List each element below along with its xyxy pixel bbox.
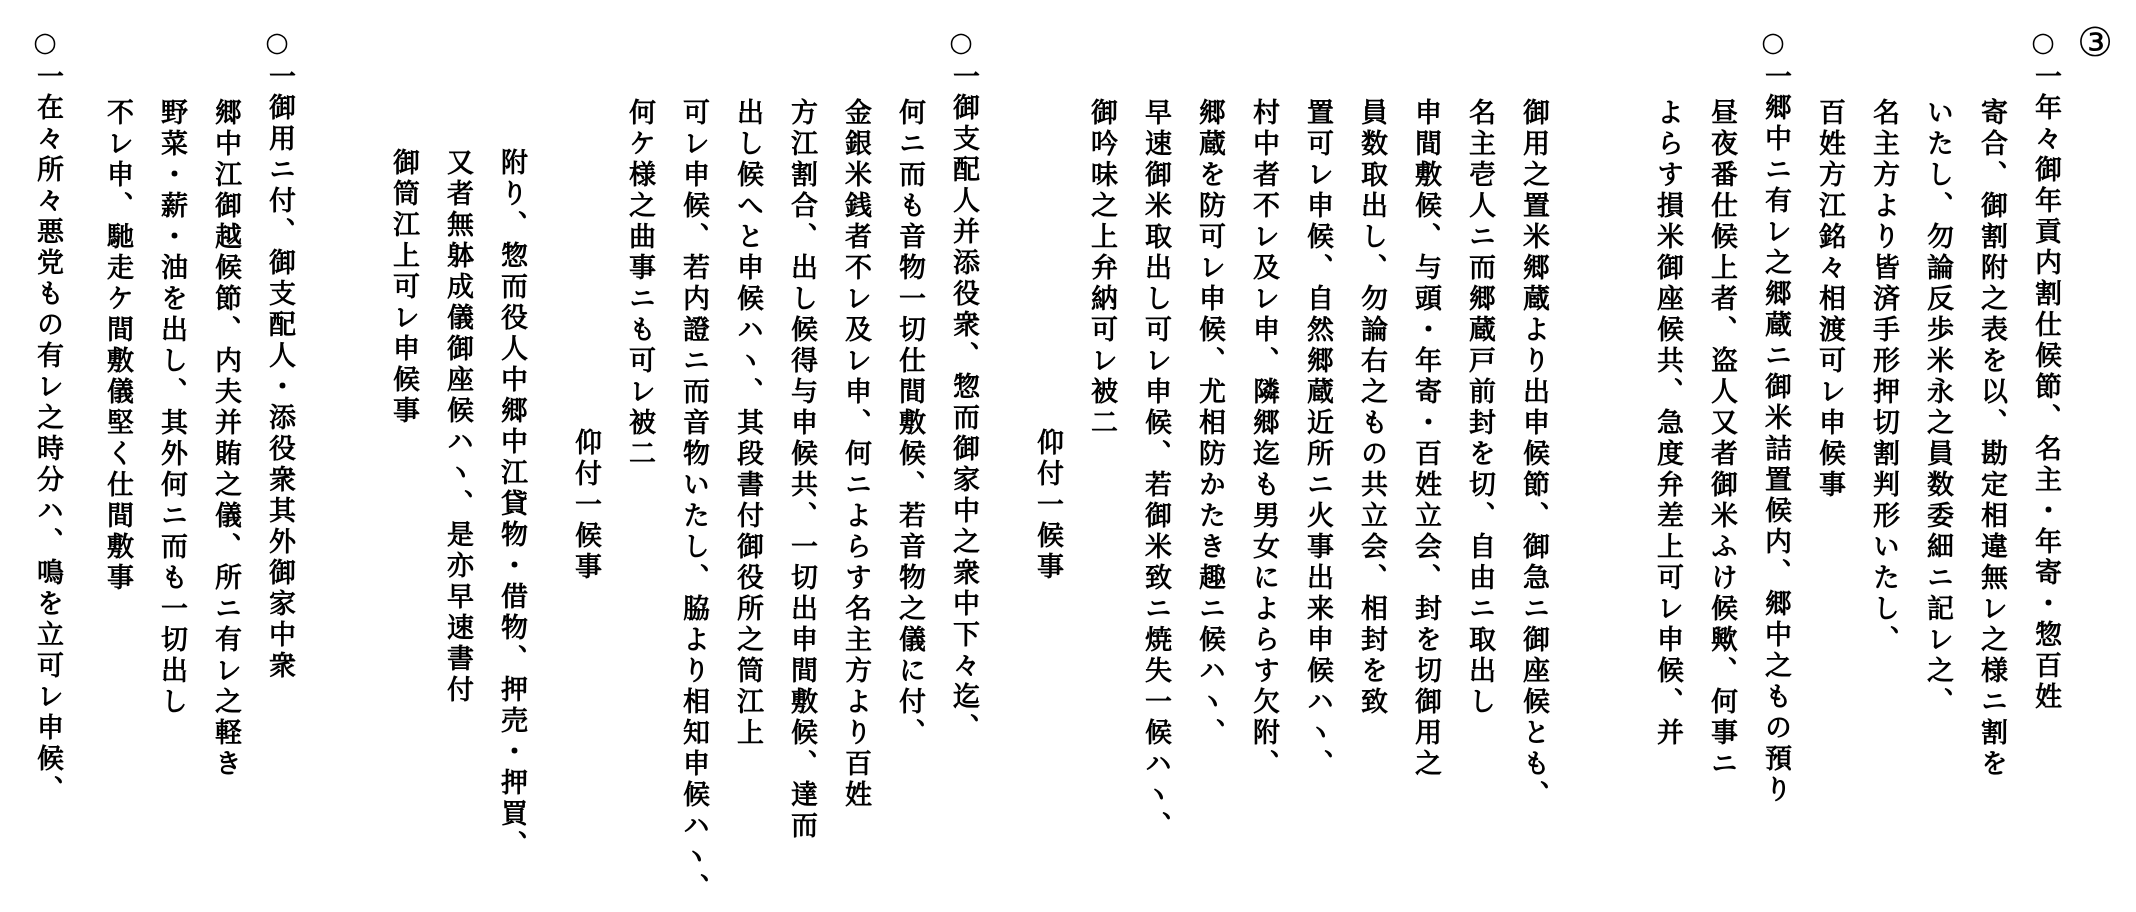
text-column: 昼夜番仕候上者、盗人又者御米ふけ候歟、何事ニ xyxy=(1706,98,1737,780)
text-column: 御用之置米郷蔵より出申候節、御急ニ御座候とも、 xyxy=(1518,98,1549,811)
text-column: 名主方より皆済手形押切割判形いたし、 xyxy=(1868,98,1899,656)
text-column: 村中者不レ及レ申、隣郷迄も男女によらす欠附、 xyxy=(1248,98,1279,780)
text-column: 申間敷候、与頭・年寄・百姓立会、封を切御用之 xyxy=(1410,98,1441,780)
text-column: 何ニ而も音物一切仕間敷候、若音物之儀に付、 xyxy=(894,98,925,749)
text-column: 何ケ様之曲事ニも可レ被二 xyxy=(624,98,655,470)
text-column: 仰付一候事 xyxy=(570,428,601,583)
text-column: 出し候へと申候ハヽ、其段書付御役所之筒江上 xyxy=(732,98,763,749)
text-column: 寄合、御割附之表を以、勘定相違無レ之様ニ割を xyxy=(1976,98,2007,780)
text-column: いたし、勿論反歩米永之員数委細ニ記レ之、 xyxy=(1922,98,1953,718)
text-column: 方江割合、出し候得与申候共、一切出申間敷候、達而 xyxy=(786,98,817,842)
text-column: 御筒江上可レ申候事 xyxy=(388,148,419,427)
text-column: 百姓方江銘々相渡可レ申候事 xyxy=(1814,98,1845,501)
text-column: よらす損米御座候共、急度弁差上可レ申候、并 xyxy=(1652,98,1683,749)
article-marker-2: ○ xyxy=(1761,27,1785,58)
text-column: 一御用ニ付、御支配人・添役衆其外御家中衆 xyxy=(264,62,295,682)
text-column: 野菜・薪・油を出し、其外何ニ而も一切出し xyxy=(156,98,187,718)
text-column: 郷蔵を防可レ申候、尤相防かたき趣ニ候ハヽ、 xyxy=(1194,98,1225,749)
text-column: 金銀米銭者不レ及レ申、何ニよらす名主方より百姓 xyxy=(840,98,871,811)
text-column: 置可レ申候、自然郷蔵近所ニ火事出来申候ハヽ、 xyxy=(1302,98,1333,780)
text-column: 員数取出し、勿論右之もの共立会、相封を致 xyxy=(1356,98,1387,718)
text-column: 不レ申、馳走ケ間敷儀堅く仕間敷事 xyxy=(102,98,133,594)
text-column: 一郷中ニ有レ之郷蔵ニ御米詰置候内、郷中之もの預り xyxy=(1760,62,1791,806)
text-column: 一年々御年貢内割仕候節、名主・年寄・惣百姓 xyxy=(2030,62,2061,713)
text-column: 早速御米取出し可レ申候、若御米致ニ焼失一候ハヽ、 xyxy=(1140,98,1171,842)
article-marker-1: ○ xyxy=(2031,27,2055,58)
article-marker-4: ○ xyxy=(265,27,289,58)
text-column: 郷中江御越候節、内夫并賄之儀、所ニ有レ之軽き xyxy=(210,98,241,780)
text-column: 名主壱人ニ而郷蔵戸前封を切、自由ニ取出し xyxy=(1464,98,1495,718)
text-column: 可レ申候、若内證ニ而音物いたし、脇より相知申候ハヽ、 xyxy=(678,98,709,904)
text-column: 一在々所々悪党もの有レ之時分ハ、鳴を立可レ申候、 xyxy=(32,62,63,806)
text-column: 又者無躰成儀御座候ハヽ、是亦早速書付 xyxy=(442,148,473,706)
article-marker-3: ○ xyxy=(949,27,973,58)
text-column: 仰付一候事 xyxy=(1032,428,1063,583)
text-column: 御吟味之上弁納可レ被二 xyxy=(1086,98,1117,439)
text-column: 一御支配人并添役衆、惣而御家中之衆中下々迄、 xyxy=(948,62,979,744)
text-column: 附り、惣而役人中郷中江貸物・借物、押売・押買、 xyxy=(496,148,527,861)
page-number: ③ xyxy=(2077,20,2113,66)
article-marker-5: ○ xyxy=(33,27,57,58)
